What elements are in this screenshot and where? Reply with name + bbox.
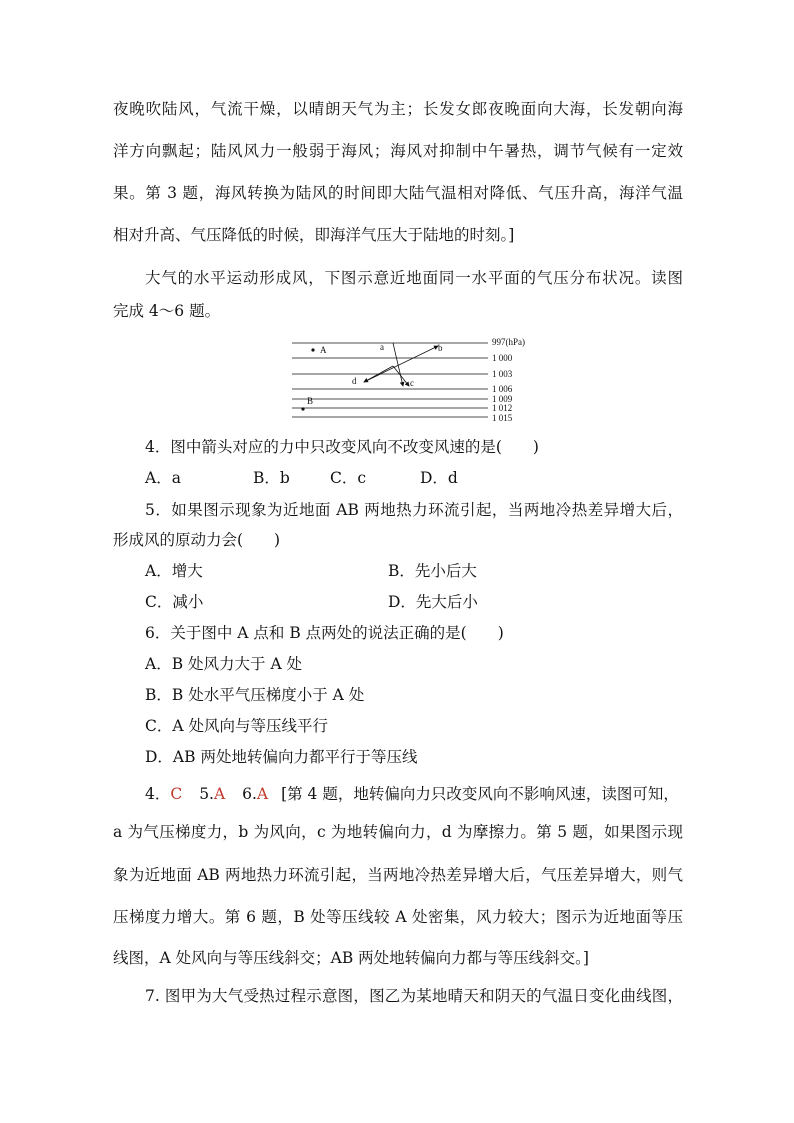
text-line: a 为气压梯度力，b 为风向，c 为地转偏向力，d 为摩擦力。第 5 题，如果图示现 [113,823,683,841]
arrow-a [393,343,403,386]
text-line: 洋方向飘起；陆风风力一般弱于海风；海风对抑制中午暑热，调节气候有一定效 [113,142,683,160]
text-line: 大气的水平运动形成风，下图示意近地面同一水平面的气压分布状况。读图 [145,269,683,287]
option-b: B．B 处水平气压梯度小于 A 处 [145,686,365,704]
explanation-text: [第 4 题，地转偏向力只改变风向不影响风速，读图可知， [281,785,679,803]
option-a: A．B 处风力大于 A 处 [145,655,303,673]
isobar-label: 1 015 [492,413,513,423]
option-c: C．c [330,469,367,487]
answer-first-line [145,784,683,804]
option-a: A．增大 [145,562,203,580]
point-a-label: A [320,345,327,355]
point-a-marker [311,348,314,351]
arrow-c-label: c [410,378,414,388]
isobar-label: 1 012 [492,403,513,413]
option-a: A．a [145,469,181,487]
point-b-label: B [307,396,314,406]
text-line: 完成 4～6 题。 [113,302,221,320]
arrow-d-label: d [352,376,357,386]
option-d: D．AB 两处地转偏向力都平行于等压线 [145,748,418,766]
option-b: B．b [253,469,290,487]
question-stem: 6．关于图中 A 点和 B 点两处的说法正确的是( ) [145,624,504,642]
answer-q5-number: 5. [199,785,214,803]
arrow-a-label: a [380,342,384,352]
option-d: D．d [420,469,458,487]
text-line: 夜晚吹陆风，气流干燥，以晴朗天气为主；长发女郎夜晚面向大海，长发朝向海 [113,100,683,118]
isobar-label: 1 000 [492,353,513,363]
question-stem: 5．如果图示现象为近地面 AB 两地热力环流引起，当两地冷热差异增大后， [145,501,683,519]
isobar-diagram [290,336,540,428]
option-b: B．先小后大 [388,562,477,580]
answer-5: A [213,785,226,803]
isobar-label: 1 006 [492,384,513,394]
force-arrows [364,343,438,386]
point-b-marker [301,407,304,410]
answer-6: A [256,785,269,803]
text-line: 果。第 3 题，海风转换为陆风的时间即大陆气温相对降低、气压升高，海洋气温 [113,184,683,202]
question-stem: 4．图中箭头对应的力中只改变风向不改变风速的是( ) [145,438,539,456]
arrow-b-label: b [438,343,443,353]
option-d: D．先大后小 [388,593,478,611]
text-line: 相对升高、气压降低的时候，即海洋气压大于陆地的时刻。] [113,226,515,244]
answer-q4-number: 4． [145,785,171,803]
question-7-stem: 7. 图甲为大气受热过程示意图，图乙为某地晴天和阴天的气温日变化曲线图， [145,987,683,1005]
answer-q6-number: 6. [242,785,257,803]
arrow-c [393,366,409,386]
isobar-label: 1 009 [492,394,513,404]
isobar-label: 1 003 [492,369,513,379]
text-line: 线图，A 处风向与等压线斜交；AB 两处地转偏向力都与等压线斜交。] [113,949,589,967]
question-stem: 形成风的原动力会( ) [113,531,281,549]
option-c: C．减小 [145,593,204,611]
text-line: 压梯度力增大。第 6 题，B 处等压线较 A 处密集，风力较大；图示为近地面等压 [113,908,683,926]
option-c: C．A 处风向与等压线平行 [145,717,328,735]
text-line: 象为近地面 AB 两地热力环流引起，当两地冷热差异增大后，气压差异增大，则气 [113,866,683,884]
answer-4: C [170,785,183,803]
isobar-label: 997(hPa) [492,337,525,347]
